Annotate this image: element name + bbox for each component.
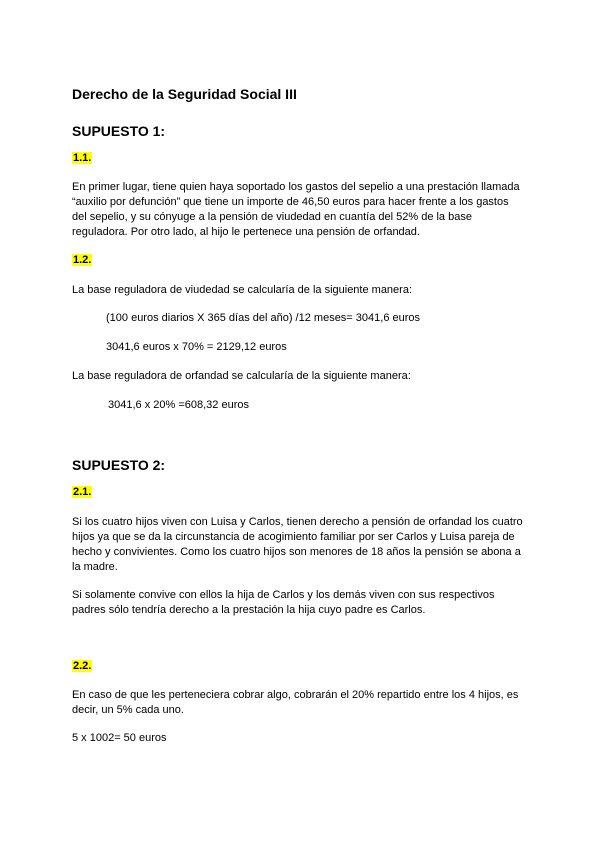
intro-viudedad: La base reguladora de viudedad se calcularía de la siguiente manera: (72, 284, 413, 296)
intro-orfandad: La base reguladora de orfandad se calcularía de la siguiente manera: (72, 370, 411, 382)
para-2-1b-line-1: Si solamente convive con ellos la hija de Carlos y los demás viven con sus respectivos (72, 589, 495, 601)
highlight-label: 1.2. (73, 254, 92, 266)
section-1-1-label (72, 152, 92, 164)
para-2-1-line-4: la madre. (72, 561, 118, 573)
highlight-label: 1.1. (73, 152, 92, 164)
calc-orfandad: 3041,6 x 20% =608,32 euros (108, 399, 249, 411)
para-2-1-line-1: Si los cuatro hijos viven con Luisa y Carlos, tienen derecho a pensión de orfandad los cuatro (72, 516, 523, 528)
highlight-label: 2.2. (73, 660, 92, 672)
document-title: Derecho de la Seguridad Social III (72, 86, 297, 102)
para-1-1-line-1: En primer lugar, tiene quien haya soportado los gastos del sepelio a una prestación llamada (72, 181, 520, 193)
para-1-1-line-3: del sepelio, y su cónyuge a la pensión de viudedad en cuantía del 52% de la base (72, 211, 472, 223)
section-2-2-label (72, 660, 92, 672)
para-1-1-line-2: “auxilio por defunción” que tiene un importe de 46,50 euros para hacer frente a los gastos (72, 196, 509, 208)
supuesto1-heading: SUPUESTO 1: (72, 123, 166, 139)
highlight-label: 2.1. (73, 486, 92, 498)
calc-pension-viudedad: 3041,6 euros x 70% = 2129,12 euros (106, 341, 287, 353)
para-2-1b-line-2: padres sólo tendría derecho a la prestación la hija cuyo padre es Carlos. (72, 604, 426, 616)
supuesto2-heading: SUPUESTO 2: (72, 457, 166, 473)
calc-2-2: 5 x 1002= 50 euros (72, 732, 167, 744)
para-2-1-line-2: hijos ya que se da la circunstancia de acogimiento familiar por ser Carlos y Luisa pareja de (72, 531, 515, 543)
section-2-1-label (72, 486, 92, 498)
calc-base-viudedad: (100 euros diarios X 365 días del año) /12 meses= 3041,6 euros (106, 312, 421, 324)
para-2-2-line-2: decir, un 5% cada uno. (72, 704, 184, 716)
para-1-1-line-4: reguladora. Por otro lado, al hijo le pertenece una pensión de orfandad. (72, 226, 420, 238)
section-1-2-label (72, 254, 92, 266)
para-2-2-line-1: En caso de que les perteneciera cobrar algo, cobrarán el 20% repartido entre los 4 hijos, es (72, 689, 519, 701)
para-2-1-line-3: hecho y convivientes. Como los cuatro hijos son menores de 18 años la pensión se abona a (72, 546, 521, 558)
